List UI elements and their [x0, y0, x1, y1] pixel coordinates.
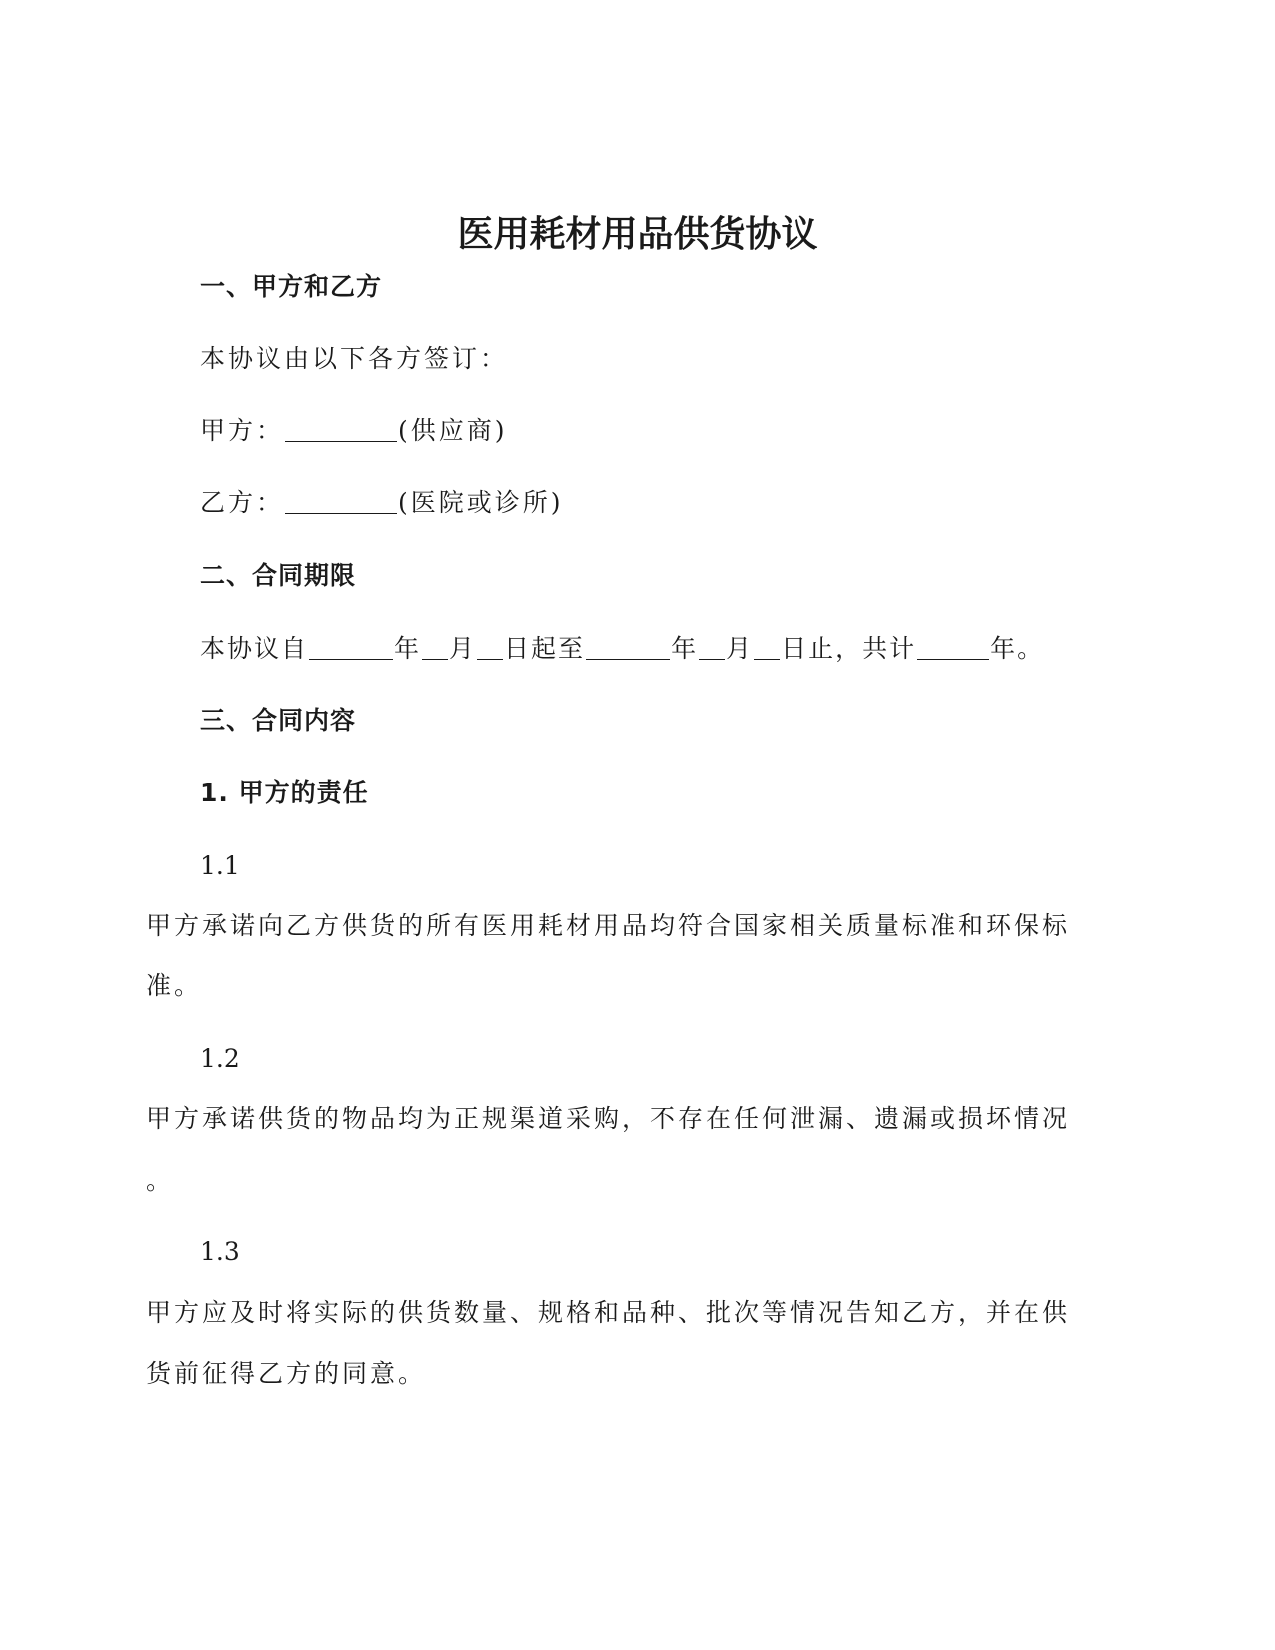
party-a-blank — [285, 417, 397, 442]
clause-text-line: 甲方承诺向乙方供货的所有医用耗材用品均符合国家相关质量标准和环保标 — [146, 911, 1071, 940]
party-b-line — [200, 486, 564, 520]
section-3-heading: 三、合同内容 — [200, 706, 357, 735]
period-text: 本协议自 — [200, 634, 309, 663]
period-text: 年。 — [990, 634, 1045, 663]
start-month-blank — [422, 635, 448, 660]
end-year-blank — [586, 635, 670, 660]
period-text: 日起至 — [504, 634, 586, 663]
period-text: 日止，共计 — [781, 634, 917, 663]
clause-text-line: 甲方应及时将实际的供货数量、规格和品种、批次等情况告知乙方，并在供 — [146, 1298, 1071, 1327]
party-b-label: 乙方： — [200, 488, 285, 517]
start-year-blank — [309, 635, 393, 660]
party-b-note: (医院或诊所) — [398, 488, 564, 517]
end-month-blank — [699, 635, 725, 660]
period-text: 月 — [726, 634, 754, 663]
party-a-label: 甲方： — [200, 416, 285, 445]
period-text: 年 — [671, 634, 699, 663]
start-day-blank — [477, 635, 503, 660]
party-b-blank — [285, 489, 397, 514]
clause-text-line: 。 — [146, 1166, 175, 1195]
clause-number: 1.1 — [200, 851, 240, 880]
end-day-blank — [754, 635, 780, 660]
subsection-1-heading: 1. 甲方的责任 — [200, 778, 369, 807]
clause-text-line: 准。 — [146, 971, 203, 1000]
clause-number: 1.2 — [200, 1044, 240, 1073]
period-text: 月 — [449, 634, 477, 663]
period-text: 年 — [394, 634, 422, 663]
contract-period-line — [200, 632, 1044, 666]
total-years-blank — [917, 635, 989, 660]
section-2-heading: 二、合同期限 — [200, 561, 357, 590]
section-1-heading: 一、甲方和乙方 — [200, 272, 383, 301]
section-1-intro: 本协议由以下各方签订： — [200, 344, 509, 373]
document-title: 医用耗材用品供货协议 — [457, 214, 818, 255]
clause-text-line: 货前征得乙方的同意。 — [146, 1359, 427, 1388]
party-a-line — [200, 414, 508, 448]
party-a-note: (供应商) — [398, 416, 508, 445]
clause-text-line: 甲方承诺供货的物品均为正规渠道采购，不存在任何泄漏、遗漏或损坏情况 — [146, 1104, 1071, 1133]
clause-number: 1.3 — [200, 1237, 240, 1266]
